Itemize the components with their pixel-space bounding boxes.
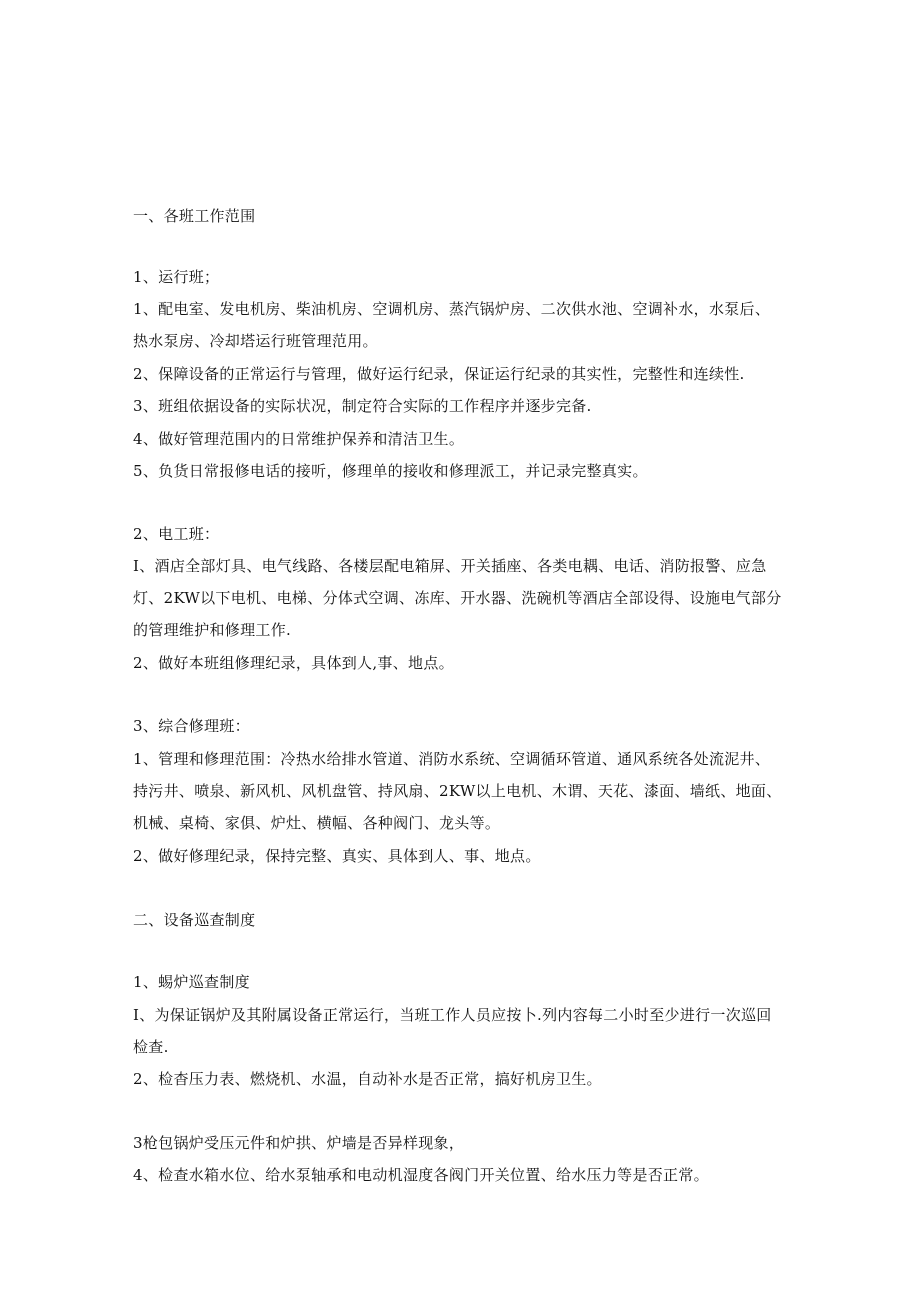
boiler-item-1-line-1: I、为保证锅炉及其附属设备正常运行，当班工作人员应按卜.列内容每二小时至少进行一次巡回 <box>133 1006 772 1024</box>
maintenance-item-2: 2、做好修理纪录，保持完整、真实、具体到人、事、地点。 <box>133 847 541 865</box>
maintenance-item-1-line-3: 机械、桌椅、家俱、炉灶、横幅、各种阀门、龙头等。 <box>133 814 501 832</box>
boiler-item-4: 4、检查水箱水位、给水泵轴承和电动机湿度各阀门开关位置、给水压力等是否正常。 <box>133 1166 709 1184</box>
operation-item-1-line-1: 1、配电室、发电机房、柴油机房、空调机房、蒸汽锅炉房、二次供水池、空调补水，水泵后、 <box>133 300 771 318</box>
electrician-item-2: 2、做好本班组修理纪录，具体到人,事、地点。 <box>133 654 454 672</box>
operation-item-2: 2、保障设备的正常运行与管理，做好运行纪录，保证运行纪录的其实性，完整性和连续性. <box>133 365 745 383</box>
section-heading-2: 二、设备巡查制度 <box>133 911 256 929</box>
maintenance-item-1-line-1: 1、管理和修理范围：冷热水给排水管道、消防水系统、空调循环管道、通风系统各处流泥井、 <box>133 750 771 768</box>
operation-item-3: 3、班组依据设备的实际状况，制定符合实际的工作程序并逐步完备. <box>133 397 592 415</box>
boiler-item-3: 3枪包锅炉受压元件和炉拱、炉墙是否异样现象， <box>133 1134 465 1152</box>
group-title-electrician-shift: 2、电工班： <box>133 525 220 543</box>
operation-item-1-line-2: 热水泵房、冷却塔运行班管理范用。 <box>133 332 378 350</box>
group-title-operation-shift: 1、运行班； <box>133 268 220 286</box>
electrician-item-1-line-1: I、酒店全部灯具、电气线路、各楼层配电箱屏、开关插座、各类电耦、电话、消防报警、应急 <box>133 557 767 575</box>
operation-item-5: 5、负货日常报修电话的接听，修理单的接收和修理派工，并记录完整真实。 <box>133 462 648 480</box>
section-heading-1: 一、各班工作范围 <box>133 207 256 225</box>
boiler-item-2: 2、检杳压力表、燃烧机、水温，自动补水是否正常，搞好机房卫生。 <box>133 1070 602 1088</box>
electrician-item-1-line-2: 灯、2KW以下电机、电梯、分体式空调、冻库、开水器、洗碗机等酒店全部设得、设施电气部分 <box>133 589 782 607</box>
maintenance-item-1-line-2: 持污井、喷泉、新风机、风机盘管、持风扇、2KW以上电机、木谓、天花、漆面、墙纸、地面、 <box>133 782 782 800</box>
electrician-item-1-line-3: 的管理维护和修理工作. <box>133 621 292 639</box>
boiler-item-1-line-2: 检查. <box>133 1038 169 1056</box>
group-title-maintenance-shift: 3、综合修理班： <box>133 717 250 735</box>
operation-item-4: 4、做好管理范围内的日常维护保养和清洁卫生。 <box>133 430 465 448</box>
group-title-boiler-inspection: 1、蜴炉巡查制度 <box>133 973 250 991</box>
